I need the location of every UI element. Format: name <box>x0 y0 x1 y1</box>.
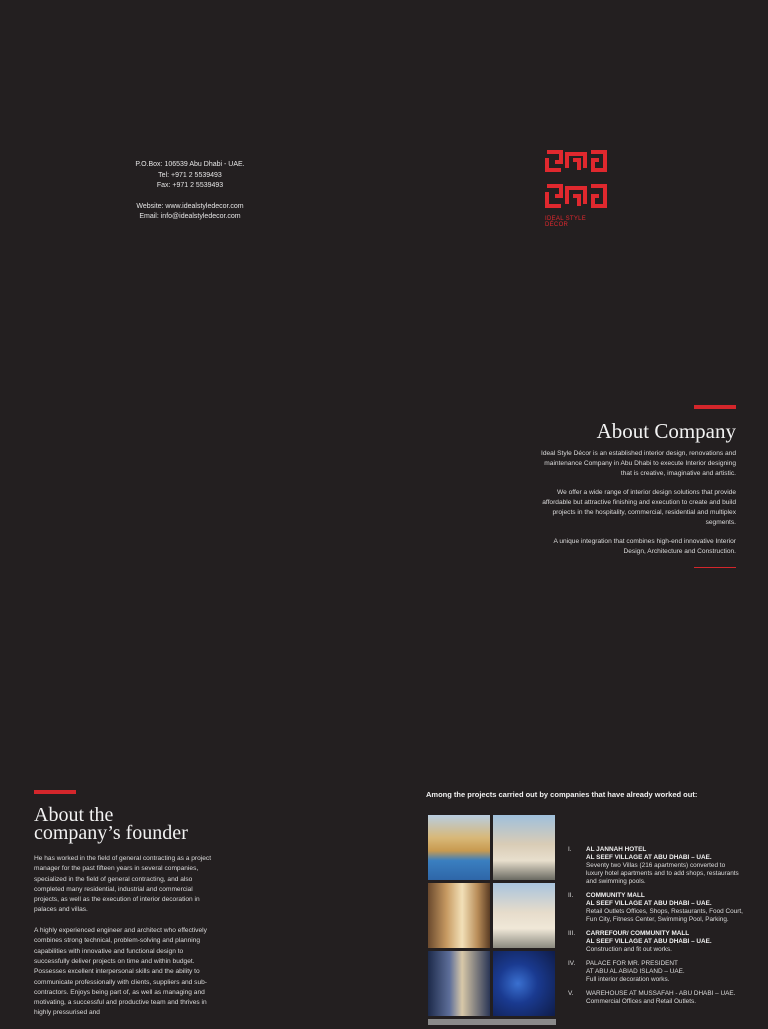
palace-exterior-photo <box>493 883 555 948</box>
founder-body <box>34 854 219 1019</box>
projects-heading: Among the projects carried out by companies that have already worked out: <box>426 790 698 799</box>
founder-title <box>34 806 219 842</box>
item-subtitle: AL SEEF VILLAGE AT ABU DHABI – UAE. <box>586 854 712 861</box>
founder-section <box>34 790 219 1029</box>
section-accent-bar <box>694 405 736 409</box>
founder-title-line2: company’s founder <box>34 822 188 844</box>
about-paragraph: Ideal Style Décor is an established interior design, renovations and maintenance Company in Abu Dhabi to execute Interior designing that is creative, imaginative and artistic. <box>541 450 736 477</box>
list-item <box>568 990 743 1006</box>
item-title: COMMUNITY MALL <box>586 892 645 899</box>
projects-list <box>568 846 743 1012</box>
building-night-photo <box>428 951 490 1016</box>
item-title: PALACE FOR MR. PRESIDENT <box>586 960 678 967</box>
mall-interior-photo <box>493 951 555 1016</box>
brand-name: IDEAL STYLE DÉCOR <box>545 216 587 228</box>
list-item <box>568 846 743 886</box>
about-company-title: About Company <box>596 419 736 443</box>
brand-logo <box>545 148 609 228</box>
item-title: CARREFOUR/ COMMUNITY MALL <box>586 930 690 937</box>
email-link[interactable]: Email: info@idealstyledecor.com <box>139 213 241 220</box>
contact-block <box>110 160 270 223</box>
item-description: Commercial Offices and Retail Outlets. <box>586 998 696 1005</box>
interior-hall-photo <box>428 883 490 948</box>
villa-exterior-photo <box>493 815 555 880</box>
item-title: WAREHOUSE AT MUSSAFAH - ABU DHABI – UAE. <box>586 990 736 997</box>
address-text: P.O.Box: 106539 Abu Dhabi - UAE. <box>135 161 245 168</box>
founder-paragraph: He has worked in the field of general contracting as a project manager for the past fifteen years in several companies, specialized in the field of general contracting, and also completed many residential, industrial and commercial projects, as well as the execution of interior decoration in palaces and villas. <box>34 855 212 914</box>
item-number: III. <box>568 930 576 937</box>
fax-text: Fax: +971 2 5539493 <box>156 182 224 189</box>
item-number: V. <box>568 990 574 997</box>
item-description: Full interior decoration works. <box>586 976 670 983</box>
item-number: IV. <box>568 960 576 967</box>
list-item <box>568 960 743 984</box>
item-number: I. <box>568 846 572 853</box>
item-subtitle: AL SEEF VILLAGE AT ABU DHABI – UAE. <box>586 938 712 945</box>
item-title: AL JANNAH HOTEL <box>586 846 647 853</box>
tel-text: Tel: +971 2 5539493 <box>158 171 222 179</box>
list-item <box>568 930 743 954</box>
item-subtitle: AL SEEF VILLAGE AT ABU DHABI – UAE. <box>586 900 712 907</box>
item-subtitle: AT ABU AL ABIAD ISLAND – UAE. <box>586 968 685 975</box>
website-link[interactable]: Website: www.idealstyledecor.com <box>136 202 244 210</box>
item-number: II. <box>568 892 574 899</box>
list-item <box>568 892 743 924</box>
greek-key-icon <box>545 148 607 210</box>
founder-paragraph: A highly experienced engineer and architect who effectively combines strong technical, problem-solving and planning capabilities with innovative and functional design to successfully deliver projects on time and within budget. Possesses excellent interpersonal skills and the ability to communicate professionally with clients, suppliers and sub-contractors. Enjoys being part of, as well as managing and motivating, a successful and productive team and thrives in highly pressurised and <box>34 927 207 1017</box>
about-paragraph: A unique integration that combines high-end innovative Interior Design, Architecture and Construction. <box>553 538 736 555</box>
about-company-body <box>536 449 736 557</box>
founder-title-line1: About the <box>34 804 114 826</box>
item-description: Seventy two Villas (216 apartments) converted to luxury hotel apartments and to add shops, restaurants and swimming pools. <box>586 862 739 885</box>
item-description: Retail Outlets Offices, Shops, Restaurants, Food Court, Fun City, Fitness Center, Swimming Pool, Parking. <box>586 908 743 923</box>
section-accent-bar <box>34 790 76 794</box>
item-description: Construction and fit out works. <box>586 946 672 953</box>
about-paragraph: We offer a wide range of interior design solutions that provide affordable but attractive finishing and execution to create and build projects in the hospitality, commercial, residential and multiplex segments. <box>542 489 736 526</box>
about-company-section <box>536 405 736 568</box>
hotel-pool-photo <box>428 815 490 880</box>
partial-photo <box>428 1019 556 1025</box>
section-divider <box>694 567 736 568</box>
